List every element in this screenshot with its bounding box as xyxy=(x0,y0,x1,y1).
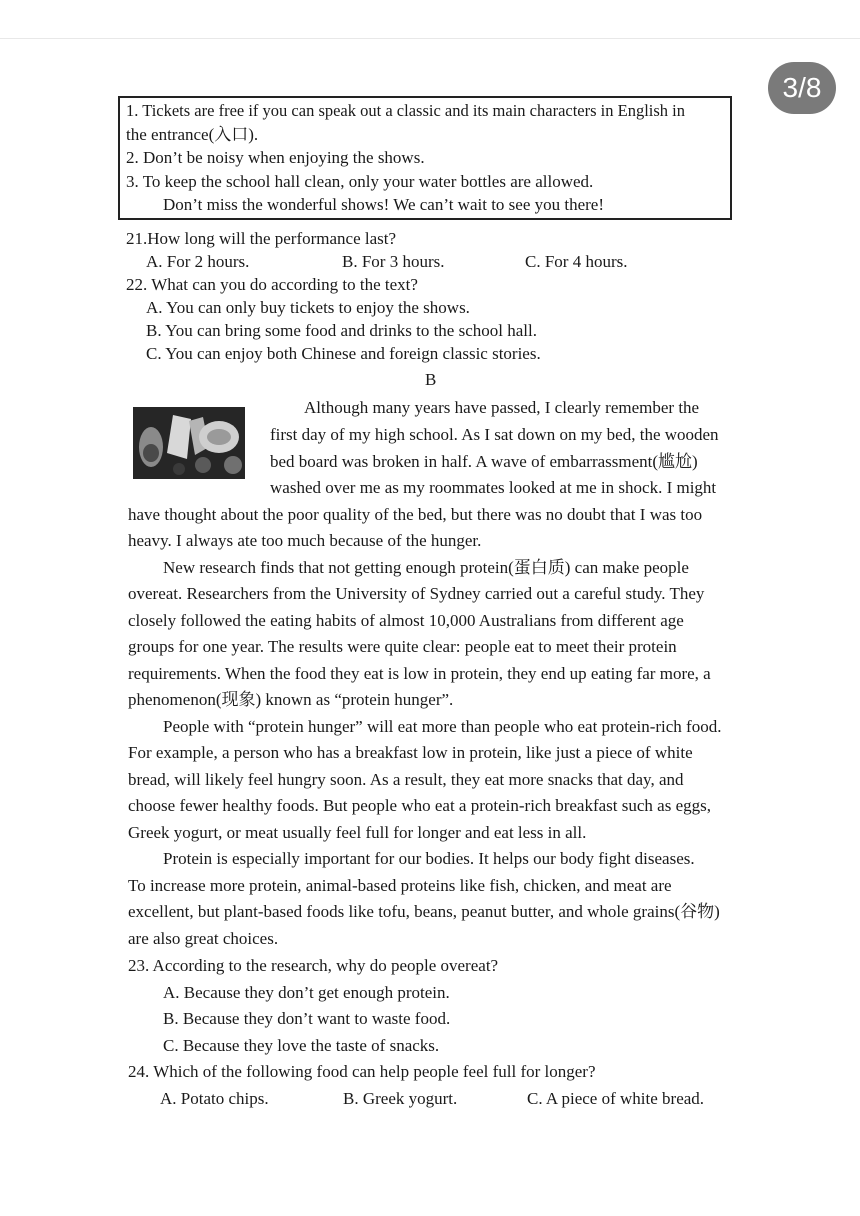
notice-item-1-line-2: the entrance(入口). xyxy=(126,125,259,144)
paragraph-2-line-3: closely followed the eating habits of almost 10,000 Australians from different age xyxy=(128,611,684,630)
paragraph-2-line-2: overeat. Researchers from the University of Sydney carried out a careful study. They xyxy=(128,584,705,603)
food-photo xyxy=(133,407,245,479)
question-22-option-b: B. You can bring some food and drinks to the school hall. xyxy=(146,321,537,340)
page-top-divider xyxy=(0,38,860,39)
paragraph-2-line-4: groups for one year. The results were quite clear: people eat to meet their protein xyxy=(128,637,677,656)
paragraph-1-line-6: heavy. I always ate too much because of the hunger. xyxy=(128,531,482,550)
paragraph-3-line-5: Greek yogurt, or meat usually feel full for longer and eat less in all. xyxy=(128,823,587,842)
paragraph-2-line-5: requirements. When the food they eat is low in protein, they end up eating far more, a xyxy=(128,664,711,683)
paragraph-4-line-2: To increase more protein, animal-based proteins like fish, chicken, and meat are xyxy=(128,876,672,895)
paragraph-4-line-4: are also great choices. xyxy=(128,929,279,948)
paragraph-1-line-1: Although many years have passed, I clearly remember the xyxy=(304,398,700,417)
paragraph-1-line-5: have thought about the poor quality of the bed, but there was no doubt that I was too xyxy=(128,505,703,524)
question-22-option-a: A. You can only buy tickets to enjoy the shows. xyxy=(146,298,470,317)
question-23-option-c: C. Because they love the taste of snacks. xyxy=(163,1036,440,1055)
page-number-badge: 3/8 xyxy=(768,62,836,114)
question-21: 21.How long will the performance last? xyxy=(126,229,397,248)
question-23-option-a: A. Because they don’t get enough protein. xyxy=(163,983,450,1002)
paragraph-4-line-1: Protein is especially important for our bodies. It helps our body fight diseases. xyxy=(163,849,695,868)
paragraph-3-line-4: choose fewer healthy foods. But people who eat a protein-rich breakfast such as eggs, xyxy=(128,796,711,815)
paragraph-2-line-6: phenomenon(现象) known as “protein hunger”. xyxy=(128,690,454,709)
question-23-option-b: B. Because they don’t want to waste food. xyxy=(163,1009,451,1028)
question-24-option-b: B. Greek yogurt. xyxy=(343,1089,458,1108)
question-21-option-a: A. For 2 hours. xyxy=(146,252,250,271)
notice-item-1-line-1: 1. Tickets are free if you can speak out a classic and its main characters in English in xyxy=(126,101,686,120)
question-24-option-a: A. Potato chips. xyxy=(160,1089,269,1108)
question-21-option-c: C. For 4 hours. xyxy=(525,252,628,271)
notice-item-2: 2. Don’t be noisy when enjoying the shows. xyxy=(126,148,425,167)
question-23: 23. According to the research, why do people overeat? xyxy=(128,956,499,975)
question-24: 24. Which of the following food can help people feel full for longer? xyxy=(128,1062,596,1081)
paragraph-2-line-1: New research finds that not getting enough protein(蛋白质) can make people xyxy=(163,558,689,577)
notice-closing: Don’t miss the wonderful shows! We can’t wait to see you there! xyxy=(163,195,605,214)
question-22: 22. What can you do according to the text? xyxy=(126,275,418,294)
paragraph-1-line-3: bed board was broken in half. A wave of embarrassment(尴尬) xyxy=(270,452,698,471)
paragraph-3-line-1: People with “protein hunger” will eat more than people who eat protein-rich food. xyxy=(163,717,722,736)
paragraph-3-line-2: For example, a person who has a breakfast low in protein, like just a piece of white xyxy=(128,743,693,762)
notice-item-3: 3. To keep the school hall clean, only your water bottles are allowed. xyxy=(126,172,594,191)
paragraph-1-line-2: first day of my high school. As I sat down on my bed, the wooden xyxy=(270,425,719,444)
paragraph-1-line-4: washed over me as my roommates looked at me in shock. I might xyxy=(270,478,717,497)
question-22-option-c: C. You can enjoy both Chinese and foreign classic stories. xyxy=(146,344,541,363)
paragraph-4-line-3: excellent, but plant-based foods like tofu, beans, peanut butter, and whole grains(谷物) xyxy=(128,902,720,921)
question-21-option-b: B. For 3 hours. xyxy=(342,252,445,271)
paragraph-3-line-3: bread, will likely feel hungry soon. As a result, they eat more snacks that day, and xyxy=(128,770,684,789)
question-24-option-c: C. A piece of white bread. xyxy=(527,1089,705,1108)
section-b-heading: B xyxy=(425,370,437,389)
